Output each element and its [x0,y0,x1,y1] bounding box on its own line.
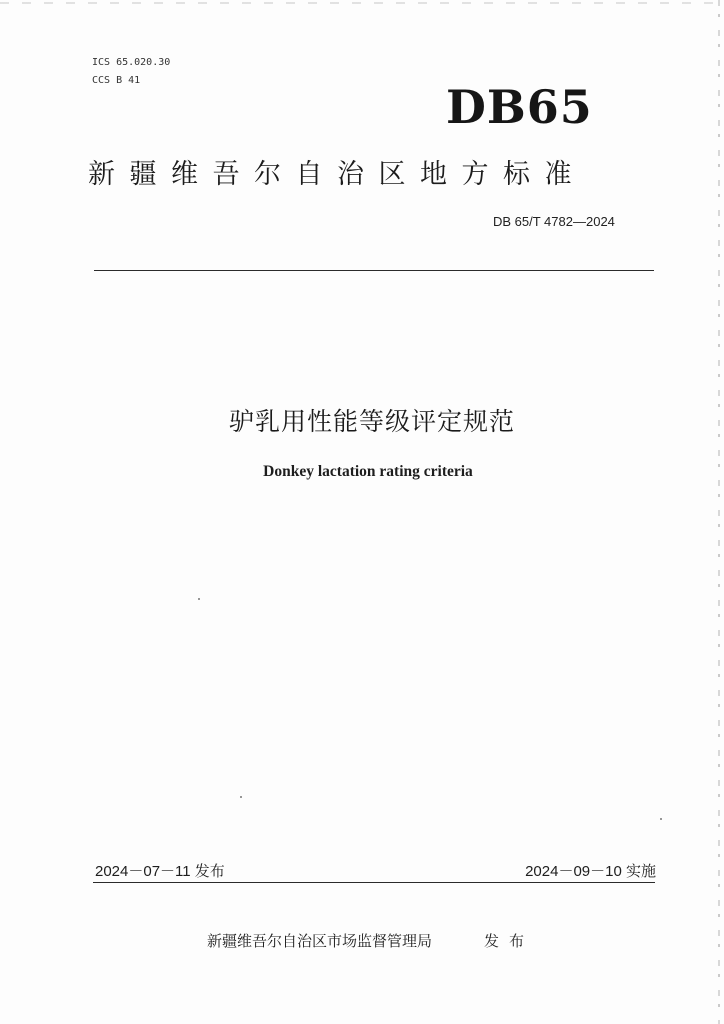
classification-codes [92,54,170,90]
db-logo-mark: DB65 [446,80,593,134]
issue-date: 2024－07－11 发布 [95,863,225,880]
scan-speck [198,598,200,600]
title-english: Donkey lactation rating criteria [263,463,473,480]
bottom-divider [93,882,655,883]
top-divider [94,270,654,271]
publisher-name: 新疆维吾尔自治区市场监督管理局 [207,932,433,950]
standard-type-heading: 新疆维吾尔自治区地方标准 [88,159,586,190]
implementation-date: 2024－09－10 实施 [525,863,656,880]
scan-artifact-edge [718,0,720,1024]
title-chinese: 驴乳用性能等级评定规范 [228,407,515,436]
ccs-code: CCS B 41 [92,75,141,86]
ics-code: ICS 65.020.30 [92,57,171,68]
standard-number: DB 65/T 4782—2024 [493,214,615,229]
publish-label: 发布 [484,932,535,950]
scan-artifact-top [0,2,724,4]
scan-speck [240,796,242,798]
scan-speck [660,818,662,820]
